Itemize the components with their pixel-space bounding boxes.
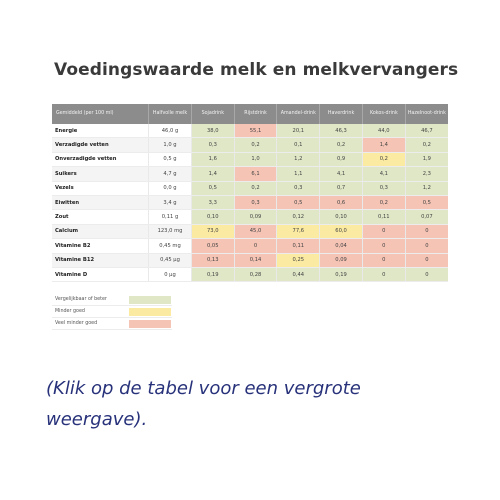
table-cell: 0,2 — [362, 195, 405, 209]
table-cell: 0,7 — [320, 181, 363, 195]
row-label: Vitamine B2 — [52, 239, 149, 253]
table-cell: 0 — [405, 253, 448, 267]
table-row — [52, 224, 448, 238]
table-cell: 0,11 — [362, 210, 405, 224]
table-cell: 0,2 — [234, 138, 277, 152]
column-header: Amandel-drink — [277, 104, 320, 124]
table-cell: 0 — [234, 239, 277, 253]
table-cell: 0 — [362, 267, 405, 281]
table-cell: 6,1 — [234, 167, 277, 181]
table-cell: 1,4 — [362, 138, 405, 152]
table-cell: 0,1 — [277, 138, 320, 152]
table-row — [52, 210, 448, 224]
table-cell: 3,4 g — [149, 195, 192, 209]
table-cell: 0 — [405, 239, 448, 253]
table-cell: 0,10 — [191, 210, 234, 224]
table-cell: 0,5 g — [149, 152, 192, 166]
row-label: Vitamine B12 — [52, 253, 149, 267]
column-header: Hazelnoot-drink — [405, 104, 448, 124]
row-label: Eiwitten — [52, 195, 149, 209]
legend-label: Minder goed — [55, 309, 85, 314]
table-cell: 0,13 — [191, 253, 234, 267]
table-cell: 46,7 — [405, 124, 448, 138]
table-row — [52, 138, 448, 152]
header-row — [52, 104, 448, 124]
table-cell: 0,2 — [320, 138, 363, 152]
table-cell: 4,7 g — [149, 167, 192, 181]
table-cell: 3,3 — [191, 195, 234, 209]
table-cell: 20,1 — [277, 124, 320, 138]
table-cell: 46,3 — [320, 124, 363, 138]
table-cell: 1,0 — [234, 152, 277, 166]
row-label: Zout — [52, 210, 149, 224]
table-row — [52, 195, 448, 209]
table-title: Voedingswaarde melk en melkvervangers — [54, 60, 459, 80]
table-row — [52, 253, 448, 267]
table-cell: 0,05 — [191, 239, 234, 253]
table-cell: 123,0 mg — [149, 224, 192, 238]
table-cell: 0,10 — [320, 210, 363, 224]
table-cell: 1,6 — [191, 152, 234, 166]
table-cell: 0,11 — [277, 239, 320, 253]
table-cell: 0,45 mg — [149, 239, 192, 253]
table-row — [52, 152, 448, 166]
table-cell: 0 — [362, 224, 405, 238]
table-cell: 77,6 — [277, 224, 320, 238]
table-cell: 1,2 — [405, 181, 448, 195]
table-cell: 0,14 — [234, 253, 277, 267]
legend-item — [52, 294, 172, 306]
table-cell: 0,45 µg — [149, 253, 192, 267]
legend-item — [52, 306, 172, 318]
table-cell: 0 — [405, 224, 448, 238]
table-cell: 0,19 — [191, 267, 234, 281]
table-cell: 0,09 — [234, 210, 277, 224]
table-cell: 0,2 — [362, 152, 405, 166]
table-cell: 0,3 — [277, 181, 320, 195]
table-cell: 38,0 — [191, 124, 234, 138]
legend-swatch — [129, 320, 171, 328]
table-row — [52, 239, 448, 253]
table-cell: 0,28 — [234, 267, 277, 281]
row-label: Onverzadigde vetten — [52, 152, 149, 166]
row-label: Energie — [52, 124, 149, 138]
column-header: Rijstdrink — [234, 104, 277, 124]
table-cell: 0 — [405, 267, 448, 281]
table-cell: 0,9 — [320, 152, 363, 166]
column-header: Sojadrink — [191, 104, 234, 124]
table-row — [52, 181, 448, 195]
row-label: Suikers — [52, 167, 149, 181]
table-cell: 55,1 — [234, 124, 277, 138]
table-cell: 0,5 — [277, 195, 320, 209]
legend-label: Vergelijkbaar of beter — [55, 297, 107, 302]
table-cell: 2,3 — [405, 167, 448, 181]
table-cell: 0,3 — [191, 138, 234, 152]
column-header: Kokos-drink — [362, 104, 405, 124]
row-label: Calcium — [52, 224, 149, 238]
table-cell: 0,09 — [320, 253, 363, 267]
table-cell: 0 — [362, 239, 405, 253]
caption: (Klik op de tabel voor een vergrote weergave). — [46, 378, 361, 430]
table-cell: 73,0 — [191, 224, 234, 238]
table-cell: 60,0 — [320, 224, 363, 238]
table-cell: 0,2 — [234, 181, 277, 195]
table-cell: 1,2 — [277, 152, 320, 166]
legend-label: Veel minder goed — [55, 321, 98, 326]
nutrition-table — [52, 104, 448, 282]
table-cell: 0,11 g — [149, 210, 192, 224]
table-cell: 0,07 — [405, 210, 448, 224]
legend — [52, 294, 172, 330]
table-cell: 1,0 g — [149, 138, 192, 152]
table-row — [52, 124, 448, 138]
table-cell: 0,25 — [277, 253, 320, 267]
column-header: Haverdrink — [320, 104, 363, 124]
nutrition-table-link[interactable] — [52, 104, 448, 282]
legend-item — [52, 318, 172, 330]
table-cell: 4,1 — [362, 167, 405, 181]
table-cell: 0,5 — [191, 181, 234, 195]
table-cell: 44,0 — [362, 124, 405, 138]
table-row — [52, 267, 448, 281]
table-cell: 0,04 — [320, 239, 363, 253]
table-cell: 4,1 — [320, 167, 363, 181]
table-cell: 0 µg — [149, 267, 192, 281]
table-cell: 45,0 — [234, 224, 277, 238]
table-cell: 1,9 — [405, 152, 448, 166]
table-cell: 0,5 — [405, 195, 448, 209]
table-cell: 0,2 — [405, 138, 448, 152]
table-cell: 0,6 — [320, 195, 363, 209]
row-label: Vitamine D — [52, 267, 149, 281]
table-cell: 1,1 — [277, 167, 320, 181]
table-cell: 0,0 g — [149, 181, 192, 195]
table-cell: 1,4 — [191, 167, 234, 181]
legend-swatch — [129, 308, 171, 316]
table-cell: 46,0 g — [149, 124, 192, 138]
table-row — [52, 167, 448, 181]
table-cell: 0,19 — [320, 267, 363, 281]
column-header: Halfvolle melk — [149, 104, 192, 124]
table-cell: 0,3 — [234, 195, 277, 209]
row-label: Verzadigde vetten — [52, 138, 149, 152]
table-cell: 0,44 — [277, 267, 320, 281]
table-cell: 0 — [362, 253, 405, 267]
column-header: Gemiddeld (per 100 ml) — [52, 104, 149, 124]
legend-swatch — [129, 296, 171, 304]
table-cell: 0,3 — [362, 181, 405, 195]
row-label: Vezels — [52, 181, 149, 195]
table-cell: 0,12 — [277, 210, 320, 224]
